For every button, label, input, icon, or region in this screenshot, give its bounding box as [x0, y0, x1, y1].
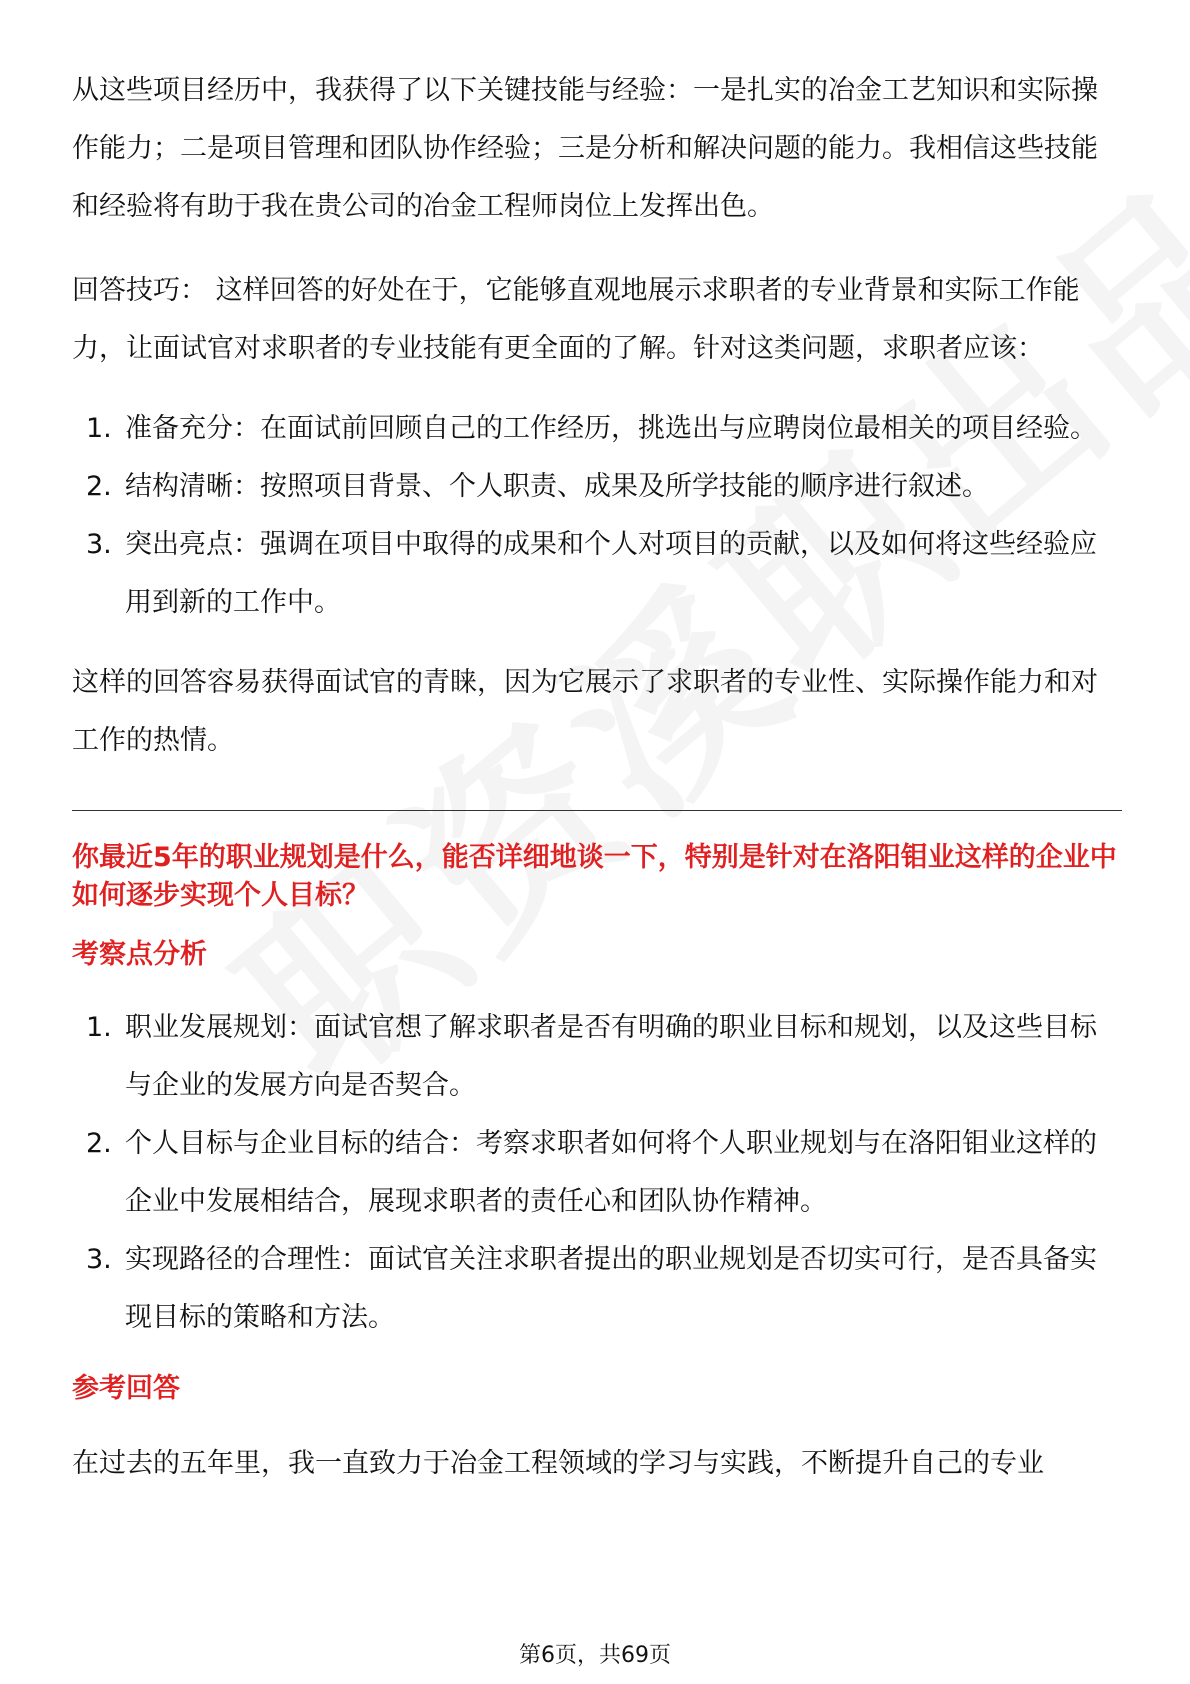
paragraph-answer-start: 在过去的五年里，我一直致力于冶金工程领域的学习与实践，不断提升自己的专业 [72, 1448, 1044, 1479]
list-number: 3. [86, 1244, 112, 1275]
tips-list [72, 400, 1122, 632]
list-item [72, 400, 1122, 458]
question-heading: 你最近5年的职业规划是什么，能否详细地谈一下，特别是针对在洛阳钼业这样的企业中如何逐步实现个人目标？ [72, 842, 1117, 911]
list-item-text: 结构清晰：按照项目背景、个人职责、成果及所学技能的顺序进行叙述。 [125, 471, 989, 502]
section-divider [72, 810, 1122, 811]
page-content [72, 62, 1122, 1493]
list-item [72, 1231, 1122, 1347]
list-item [72, 1115, 1122, 1231]
analysis-list [72, 999, 1122, 1347]
paragraph-conclusion: 这样的回答容易获得面试官的青睐，因为它展示了求职者的专业性、实际操作能力和对工作的热情。 [72, 667, 1098, 756]
analysis-heading: 考察点分析 [72, 939, 207, 970]
answer-heading: 参考回答 [72, 1373, 180, 1404]
list-number: 1. [86, 1012, 112, 1043]
list-item-text: 职业发展规划：面试官想了解求职者是否有明确的职业目标和规划，以及这些目标与企业的发展方向是否契合。 [125, 1012, 1097, 1101]
list-number: 2. [86, 471, 112, 502]
list-number: 3. [86, 529, 112, 560]
paragraph-answer-tips: 回答技巧： 这样回答的好处在于，它能够直观地展示求职者的专业背景和实际工作能力，让面试官对求职者的专业技能有更全面的了解。针对这类问题，求职者应该： [72, 275, 1080, 364]
paragraph-skills-summary: 从这些项目经历中，我获得了以下关键技能与经验：一是扎实的冶金工艺知识和实际操作能力；二是项目管理和团队协作经验；三是分析和解决问题的能力。我相信这些技能和经验将有助于我在贵公司的冶金工程师岗位上发挥出色。 [72, 75, 1098, 222]
list-item [72, 458, 1122, 516]
list-number: 2. [86, 1128, 112, 1159]
list-item-text: 准备充分：在面试前回顾自己的工作经历，挑选出与应聘岗位最相关的项目经验。 [125, 413, 1097, 444]
list-item-text: 个人目标与企业目标的结合：考察求职者如何将个人职业规划与在洛阳钼业这样的企业中发展相结合，展现求职者的责任心和团队协作精神。 [125, 1128, 1097, 1217]
list-item-text: 实现路径的合理性：面试官关注求职者提出的职业规划是否切实可行，是否具备实现目标的策略和方法。 [125, 1244, 1097, 1333]
list-item [72, 516, 1122, 632]
list-item-text: 突出亮点：强调在项目中取得的成果和个人对项目的贡献，以及如何将这些经验应用到新的工作中。 [125, 529, 1097, 618]
list-number: 1. [86, 413, 112, 444]
page-footer: 第6页，共69页 [519, 1643, 671, 1668]
list-item [72, 999, 1122, 1115]
